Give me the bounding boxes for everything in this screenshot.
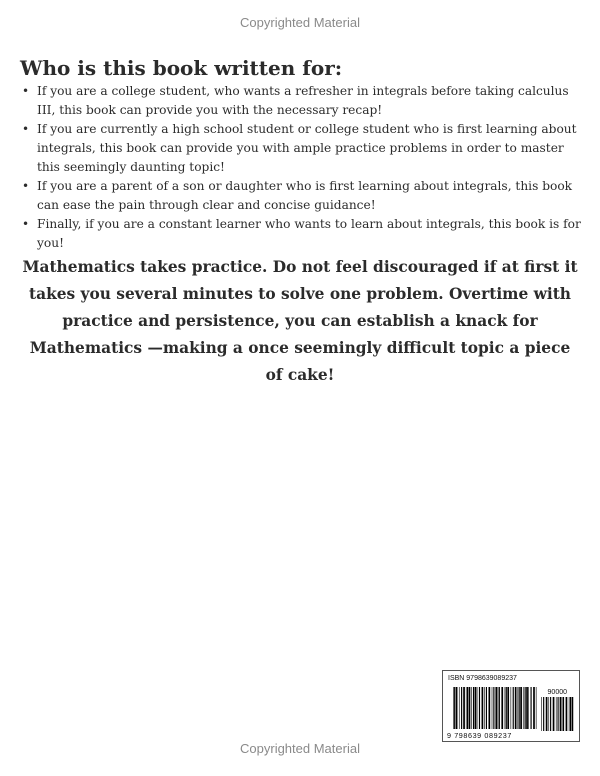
barcode-bar — [570, 697, 571, 731]
barcode-bar — [492, 687, 493, 729]
barcode-bar — [543, 697, 544, 731]
barcode-bar — [484, 687, 485, 729]
barcode-bar — [560, 697, 562, 731]
list-item — [22, 120, 582, 177]
barcode-bar — [482, 687, 484, 729]
audience-list — [22, 82, 582, 253]
list-item-text: If you are currently a high school student or college student who is first learning about integrals, this book can provide you with ample practice problems in order to master this seemingly daunting topic! — [37, 122, 577, 174]
barcode-bar — [493, 687, 494, 729]
barcode-bar — [461, 687, 462, 729]
bullet-icon: • — [22, 217, 30, 231]
isbn-label: ISBN 9798639089237 — [448, 675, 517, 682]
barcode-bar — [566, 697, 568, 731]
barcode-bar — [459, 687, 460, 729]
barcode-bar — [536, 687, 537, 729]
barcode-bar — [477, 687, 478, 729]
barcode-addon-bars — [541, 697, 575, 731]
copyright-watermark-bottom: Copyrighted Material — [240, 741, 360, 756]
barcode-bar — [556, 697, 557, 731]
barcode-bar — [456, 687, 458, 729]
barcode-bar — [454, 687, 455, 729]
barcode-bar — [533, 687, 535, 729]
barcode-bar — [526, 687, 528, 729]
barcode-bar — [511, 687, 512, 729]
barcode-bar — [479, 687, 480, 729]
section-heading: Who is this book written for: — [20, 56, 343, 80]
barcode-bar — [507, 687, 509, 729]
barcode-bar — [519, 687, 520, 729]
barcode-bar — [489, 687, 491, 729]
list-item — [22, 82, 582, 120]
barcode-bar — [469, 687, 471, 729]
copyright-watermark-top: Copyrighted Material — [240, 15, 360, 30]
barcode-bar — [541, 697, 542, 731]
barcode-bar — [528, 687, 529, 729]
barcode-bar — [505, 687, 506, 729]
barcode-bar — [569, 697, 570, 731]
barcode-bar — [513, 687, 514, 729]
barcode-bar — [525, 687, 526, 729]
barcode-bar — [466, 687, 467, 729]
barcode-bar — [563, 697, 564, 731]
barcode-bar — [453, 687, 454, 729]
barcode-bar — [518, 687, 519, 729]
barcode-bar — [553, 697, 555, 731]
barcode-bar — [572, 697, 574, 731]
bullet-icon: • — [22, 122, 30, 136]
barcode-bar — [515, 687, 517, 729]
barcode-bar — [520, 687, 522, 729]
bullet-icon: • — [22, 179, 30, 193]
barcode-bar — [499, 687, 500, 729]
list-item-text: Finally, if you are a constant learner who wants to learn about integrals, this book is for you! — [37, 217, 581, 250]
barcode-bar — [531, 687, 532, 729]
list-item — [22, 215, 582, 253]
list-item-text: If you are a college student, who wants a refresher in integrals before taking calculus III, this book can provide you with the necessary recap! — [37, 84, 569, 117]
motivational-quote: Mathematics takes practice. Do not feel discouraged if at first it takes you several minutes to solve one problem. Overtime with practice and persistence, you can establish a knack for Mathematics —making a once seemingly difficult topic a piece of cake! — [22, 258, 578, 384]
barcode-bar — [498, 687, 499, 729]
barcode-bar — [548, 697, 549, 731]
barcode-main-bars — [453, 687, 537, 729]
isbn-barcode — [442, 670, 580, 742]
barcode-bar — [523, 687, 524, 729]
barcode-bar — [495, 687, 497, 729]
barcode-bar — [475, 687, 477, 729]
list-item — [22, 177, 582, 215]
barcode-bar — [550, 697, 551, 731]
barcode-bar — [473, 687, 474, 729]
barcode-bar — [546, 697, 548, 731]
barcode-bar — [471, 687, 472, 729]
barcode-bar — [506, 687, 507, 729]
barcode-bar — [501, 687, 503, 729]
barcode-bar — [486, 687, 487, 729]
list-item-text: If you are a parent of a son or daughter who is first learning about integrals, this book can ease the pain through clear and concise guidance! — [37, 179, 573, 212]
barcode-digits: 9 798639 089237 — [447, 731, 512, 740]
barcode-bar — [463, 687, 465, 729]
barcode-bar — [562, 697, 563, 731]
price-code: 90000 — [547, 689, 567, 696]
barcode-bar — [467, 687, 468, 729]
bullet-icon: • — [22, 84, 30, 98]
barcode-bar — [558, 697, 559, 731]
